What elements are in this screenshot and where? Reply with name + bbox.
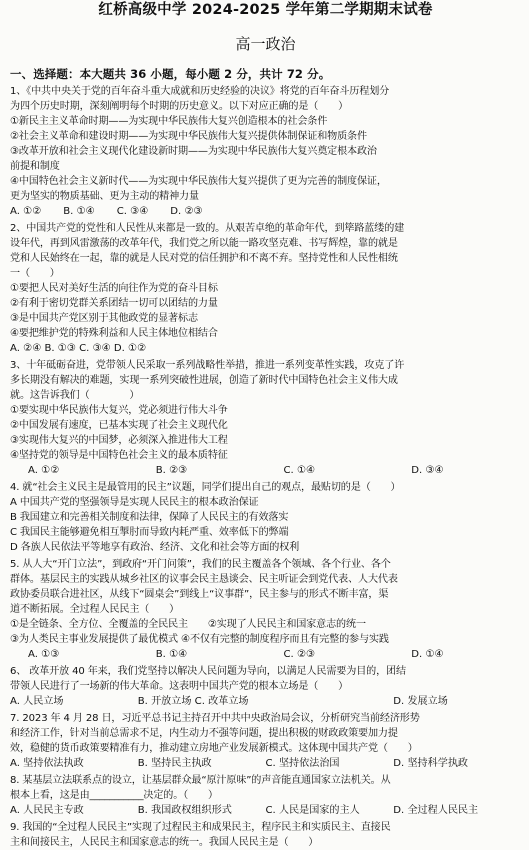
question-text-line: ①是全链条、全方位、全覆盖的全民民主 ②实现了人民民主和国家意志的统一 (10, 619, 366, 630)
question-2 (10, 221, 521, 356)
answer-options (10, 647, 521, 662)
answer-option: C. 人民是国家的主人 (265, 805, 360, 816)
answer-options (10, 204, 521, 219)
answer-options (10, 756, 521, 771)
answer-option: C. ①④ (283, 465, 316, 476)
question-text-line: ①新民主主义革命时期——为实现中华民族伟大复兴创造根本的社会条件 (10, 116, 328, 127)
question-5 (10, 557, 521, 662)
question-text-line: 2、中国共产党的党性和人民性从来都是一致的。从艰苦卓绝的革命年代，到筚路蓝缕的建 (10, 223, 405, 234)
question-text-line: 主和间接民主，人民民主和国家意志的统一。我国人民民主是（ ） (10, 837, 319, 848)
question-text-line: ②有利于密切党群关系团结一切可以团结的力量 (10, 298, 218, 309)
answer-option: A. 人民立场 (10, 696, 64, 707)
answer-option: A. ②④ B. ①③ C. ③④ D. ①② (10, 343, 147, 354)
question-text-line: 就。这告诉我们（ ） (10, 390, 140, 401)
question-list (10, 84, 521, 850)
question-6 (10, 664, 521, 709)
question-text-line: 7. 2023 年 4 月 28 日，习近平总书记主持召开中共中央政治局会议，分析研究当前经济形势 (10, 713, 420, 724)
question-text-line: 9. 我国的“全过程人民民主”实现了过程民主和成果民主，程序民主和实质民主、直接民 (10, 822, 391, 833)
question-text-line: 4. 就“社会主义民主是最管用的民主”议题，同学们提出自己的观点，最贴切的是（ ） (10, 482, 401, 493)
question-text-line: 带领人民进行了一场新的伟大革命。这表明中国共产党的根本立场是（ ） (10, 681, 349, 692)
exam-title: 红桥高级中学 2024-2025 学年第二学期期末试卷 (98, 2, 433, 18)
question-text-line: 更为坚实的物质基础、更为主动的精神力量 (10, 191, 199, 202)
answer-option: B. 开放立场 C. 改革立场 (137, 696, 249, 707)
question-text-line: 效，稳健的货币政策要精准有力，推动建立房地产业发展新模式。这体现中国共产党（ ） (10, 743, 418, 754)
question-text-line: ④要把维护党的特殊利益和人民主体地位相结合 (10, 328, 218, 339)
answer-option: B. 坚持民主执政 (137, 758, 212, 769)
answer-option: D. ②③ (170, 206, 203, 217)
question-text-line: ④中国特色社会主义新时代——为实现中华民族伟大复兴提供了更为完善的制度保证， (10, 176, 387, 187)
answer-option: B. 我国政权组织形式 (137, 805, 232, 816)
answer-option (266, 694, 394, 709)
exam-subject: 高一政治 (235, 35, 296, 53)
question-8 (10, 773, 521, 818)
question-text-line: ②社会主义革命和建设时期——为实现中华民族伟大复兴提供体制保证和物质条件 (10, 131, 367, 142)
section-heading: 一、选择题：本大题共 36 小题，每小题 2 分，共计 72 分。 (10, 67, 331, 81)
answer-option: B. ②③ (155, 465, 188, 476)
question-text-line: 群体。基层民主的实践从城乡社区的议事会民主恳谈会、民主听证会到党代表、人大代表 (10, 574, 398, 585)
question-text-line: 6、 改革开放 40 年来，我们党坚持以解决人民问题为导向，以满足人民需要为目的，团结 (10, 666, 406, 677)
question-text-line: ③实现伟大复兴的中国梦，必须深入推进伟大工程 (10, 435, 228, 446)
answer-option: D. 坚持科学执政 (393, 758, 469, 769)
question-text-line: ③是中国共产党区别于其他政党的显著标志 (10, 313, 198, 324)
question-text-line: 设年代，再到风雷激荡的改革年代，我们党之所以能一路攻坚克难、书写辉煌，靠的就是 (10, 238, 398, 249)
answer-option: A. ①② (28, 465, 60, 476)
answer-option: A. 人民民主专政 (10, 805, 84, 816)
answer-option: B. ①④ (155, 649, 188, 660)
answer-option: C. ③④ (116, 206, 149, 217)
question-text-line: 和经济工作，针对当前总需求不足，内生动力不强等问题，提出积极的财政政策要加力提 (10, 728, 398, 739)
answer-option: D. ①④ (411, 649, 444, 660)
question-text-line: 3、十年砥砺奋进，党带领人民采取一系列战略性举措，推进一系列变革性实践，攻克了许 (10, 360, 405, 371)
answer-option: A. 坚持依法执政 (10, 758, 84, 769)
question-4 (10, 480, 521, 555)
question-text-line: 前提和制度 (10, 161, 60, 172)
question-text-line: ①要实现中华民族伟大复兴，党必须进行伟大斗争 (10, 405, 228, 416)
question-text-line: ③改革开放和社会主义现代化建设新时期——为实现中华民族伟大复兴奠定根本政治 (10, 146, 377, 157)
answer-option: B. ①④ (63, 206, 95, 217)
answer-options (10, 341, 521, 356)
question-text-line: 5. 从人大“开门立法”，到政府“开门问策”，我们的民主覆盖各个领域、各个行业、各个 (10, 559, 391, 570)
question-text-line: ③为人类民主事业发展提供了最优模式 ④不仅有完整的制度程序而且有完整的参与实践 (10, 634, 389, 645)
question-3 (10, 358, 521, 478)
answer-options (10, 694, 521, 709)
question-text-line: ④坚持党的领导是中国特色社会主义的最本质特征 (10, 450, 228, 461)
question-text-line: 道不断拓展。全过程人民民主（ ） (10, 604, 180, 615)
question-text-line: ①要把人民对美好生活的向往作为党的奋斗目标 (10, 283, 218, 294)
question-text-line: 多长期没有解决的难题，实现一系列突破性进展，创造了新时代中国特色社会主义伟大成 (10, 375, 398, 386)
answer-option: D. ③④ (411, 465, 444, 476)
answer-option: C. ②③ (283, 649, 316, 660)
answer-option: D. 全过程人民民主 (393, 805, 479, 816)
question-text-line: C 我国民主能够避免相互掣肘而导致内耗严重、效率低下的弊端 (10, 527, 289, 538)
question-text-line: D 各族人民依法平等地享有政治、经济、文化和社会等方面的权利 (10, 542, 300, 553)
question-text-line: 一（ ） (10, 268, 60, 279)
question-text-line: B 我国建立和完善相关制度和法律，保障了人民民主的有效落实 (10, 512, 289, 523)
question-text-line: 8. 某基层立法联系点的设立，让基层群众最“原汁原味”的声音能直通国家立法机关。从 (10, 775, 391, 786)
question-text-line: 为四个历史时期，深刻阐明每个时期的历史意义。以下对应正确的是（ ） (10, 101, 349, 112)
question-text-line: 1、《中共中央关于党的百年奋斗重大成就和历史经验的决议》将党的百年奋斗历程划分 (10, 86, 390, 97)
question-text-line: A 中国共产党的坚强领导是实现人民民主的根本政治保证 (10, 497, 259, 508)
answer-option: C. 坚持依法治国 (265, 758, 340, 769)
question-text-line: 根本上看，这是由___________决定的。（ ） (10, 790, 218, 801)
answer-option: A. ①③ (28, 649, 60, 660)
answer-options (10, 803, 521, 818)
answer-option: A. ①② (10, 206, 42, 217)
question-1 (10, 84, 521, 219)
question-7 (10, 711, 521, 771)
question-text-line: 政协委员联合进社区，从线下“圆桌会”到线上“议事群”，民主参与的形式不断丰富，渠 (10, 589, 389, 600)
answer-option: D. 发展立场 (393, 696, 448, 707)
question-text-line: 党和人民始终在一起，靠的就是人民对党的信任拥护和不离不弃。坚持党性和人民性相统 (10, 253, 398, 264)
answer-options (10, 463, 521, 478)
question-text-line: ②中国发展有速度，已基本实现了社会主义现代化 (10, 420, 228, 431)
